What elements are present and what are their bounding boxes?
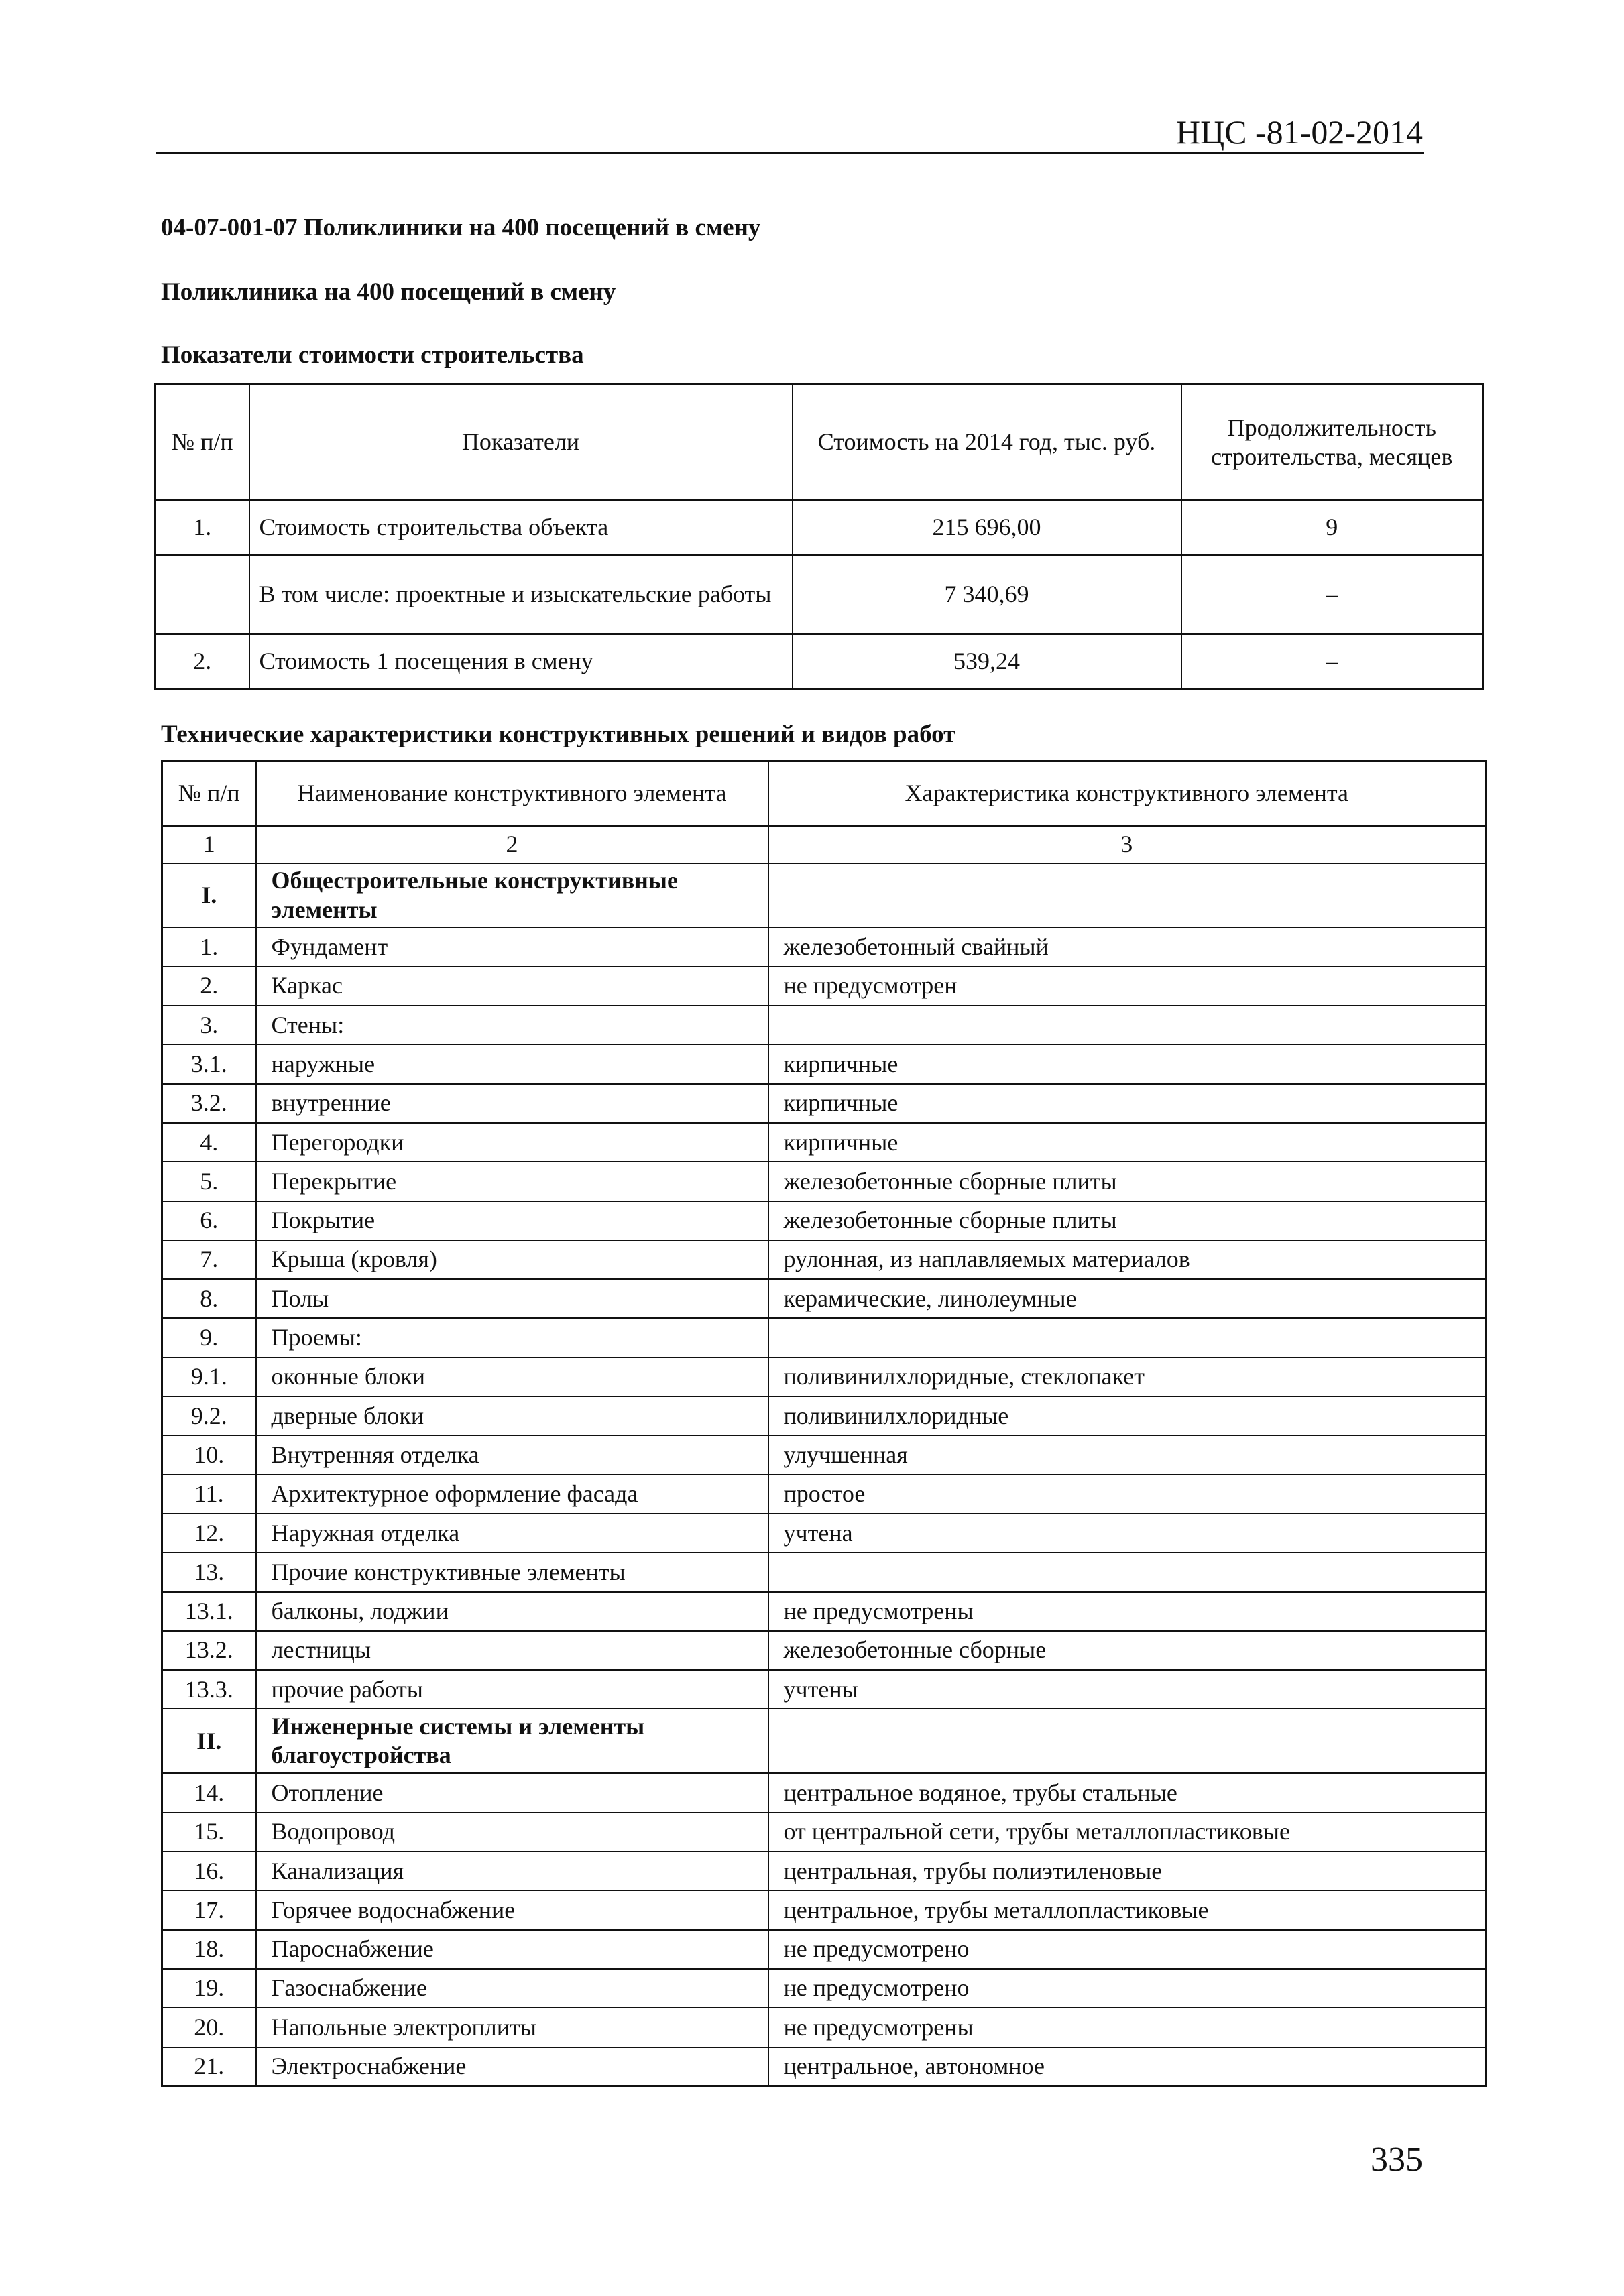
element-characteristic: учтены <box>768 1670 1486 1709</box>
cost-row-duration: 9 <box>1181 500 1483 555</box>
row-number: 13.1. <box>162 1592 256 1631</box>
page-number: 335 <box>1371 2140 1423 2179</box>
tech-header-characteristic: Характеристика конструктивного элемента <box>768 762 1486 826</box>
cost-row-name: В том числе: проектные и изыскательские работы <box>249 555 793 634</box>
element-name: Перегородки <box>256 1123 768 1162</box>
row-number: 7. <box>162 1240 256 1279</box>
document-title: 04-07-001-07 Поликлиники на 400 посещений в смену <box>161 214 761 241</box>
table-row <box>162 1318 1486 1357</box>
table-row <box>162 1084 1486 1123</box>
element-characteristic: железобетонные сборные плиты <box>768 1201 1486 1240</box>
table-row <box>162 1240 1486 1279</box>
element-characteristic <box>768 863 1486 928</box>
element-name: Каркас <box>256 967 768 1006</box>
row-number: 3.1. <box>162 1044 256 1083</box>
document-code: НЦС -81-02-2014 <box>1175 113 1423 151</box>
element-name: Водопровод <box>256 1813 768 1852</box>
row-number: 11. <box>162 1475 256 1514</box>
row-number: 13. <box>162 1553 256 1591</box>
element-name: Внутренняя отделка <box>256 1435 768 1474</box>
element-name: Горячее водоснабжение <box>256 1890 768 1929</box>
row-number: 19. <box>162 1969 256 2008</box>
row-number: 17. <box>162 1890 256 1929</box>
element-name: Напольные электроплиты <box>256 2008 768 2047</box>
element-name: Фундамент <box>256 928 768 967</box>
table-row <box>162 1773 1486 1812</box>
cost-table-header-row <box>156 385 1483 500</box>
row-number: 4. <box>162 1123 256 1162</box>
element-characteristic <box>768 1318 1486 1357</box>
cost-header-duration: Продолжительность строительства, месяцев <box>1181 385 1483 500</box>
table-row <box>162 1890 1486 1929</box>
table-row <box>162 1006 1486 1044</box>
cost-header-num: № п/п <box>156 385 249 500</box>
column-number: 1 <box>162 826 256 863</box>
row-number: 14. <box>162 1773 256 1812</box>
element-name: Полы <box>256 1279 768 1318</box>
element-name: Крыша (кровля) <box>256 1240 768 1279</box>
row-number: 12. <box>162 1514 256 1553</box>
element-characteristic: железобетонные сборные <box>768 1631 1486 1670</box>
row-number: 15. <box>162 1813 256 1852</box>
table-row <box>162 1162 1486 1201</box>
cost-header-indicator: Показатели <box>249 385 793 500</box>
column-number: 2 <box>256 826 768 863</box>
element-name: Отопление <box>256 1773 768 1812</box>
element-characteristic: железобетонный свайный <box>768 928 1486 967</box>
row-number: 16. <box>162 1852 256 1890</box>
element-name: Перекрытие <box>256 1162 768 1201</box>
table-row <box>162 1435 1486 1474</box>
element-characteristic: простое <box>768 1475 1486 1514</box>
element-characteristic: центральное, автономное <box>768 2047 1486 2086</box>
element-name: балконы, лоджии <box>256 1592 768 1631</box>
element-characteristic <box>768 1709 1486 1773</box>
cost-table-row <box>156 500 1483 555</box>
element-characteristic: не предусмотрен <box>768 967 1486 1006</box>
table-row <box>162 2008 1486 2047</box>
table-row <box>162 928 1486 967</box>
element-characteristic: не предусмотрено <box>768 1930 1486 1969</box>
cost-header-cost: Стоимость на 2014 год, тыс. руб. <box>793 385 1181 500</box>
cost-row-num: 1. <box>156 500 249 555</box>
element-name: Покрытие <box>256 1201 768 1240</box>
table-row <box>162 1553 1486 1591</box>
tech-table-header-row <box>162 762 1486 826</box>
element-name: Наружная отделка <box>256 1514 768 1553</box>
row-number: II. <box>162 1709 256 1773</box>
element-name: наружные <box>256 1044 768 1083</box>
element-name: дверные блоки <box>256 1396 768 1435</box>
element-characteristic: железобетонные сборные плиты <box>768 1162 1486 1201</box>
row-number: 5. <box>162 1162 256 1201</box>
tech-section-heading: Технические характеристики конструктивных решений и видов работ <box>161 721 956 748</box>
table-row <box>162 1592 1486 1631</box>
element-characteristic: не предусмотрено <box>768 1969 1486 2008</box>
table-row <box>162 1670 1486 1709</box>
table-row <box>162 1044 1486 1083</box>
element-characteristic: кирпичные <box>768 1044 1486 1083</box>
section-row <box>162 863 1486 928</box>
element-name: Газоснабжение <box>256 1969 768 2008</box>
element-name: оконные блоки <box>256 1357 768 1396</box>
cost-table-row <box>156 555 1483 634</box>
element-characteristic: центральное водяное, трубы стальные <box>768 1773 1486 1812</box>
column-number: 3 <box>768 826 1486 863</box>
element-characteristic: керамические, линолеумные <box>768 1279 1486 1318</box>
row-number: 20. <box>162 2008 256 2047</box>
row-number: 9.2. <box>162 1396 256 1435</box>
cost-row-cost: 215 696,00 <box>793 500 1181 555</box>
element-characteristic: поливинилхлоридные, стеклопакет <box>768 1357 1486 1396</box>
tech-header-num: № п/п <box>162 762 256 826</box>
table-row <box>162 1631 1486 1670</box>
cost-row-name: Стоимость строительства объекта <box>249 500 793 555</box>
cost-table-row <box>156 634 1483 689</box>
cost-row-duration: – <box>1181 634 1483 689</box>
cost-row-name: Стоимость 1 посещения в смену <box>249 634 793 689</box>
row-number: 13.3. <box>162 1670 256 1709</box>
element-name: Пароснабжение <box>256 1930 768 1969</box>
element-characteristic: кирпичные <box>768 1084 1486 1123</box>
tech-column-numbers-row <box>162 826 1486 863</box>
row-number: 13.2. <box>162 1631 256 1670</box>
element-characteristic <box>768 1006 1486 1044</box>
document-subtitle: Поликлиника на 400 посещений в смену <box>161 278 616 306</box>
table-row <box>162 1357 1486 1396</box>
element-name: прочие работы <box>256 1670 768 1709</box>
row-number: 1. <box>162 928 256 967</box>
table-row <box>162 1123 1486 1162</box>
element-name: Канализация <box>256 1852 768 1890</box>
table-row <box>162 1396 1486 1435</box>
element-name: Общестроительные конструктивные элементы <box>256 863 768 928</box>
cost-row-duration: – <box>1181 555 1483 634</box>
element-characteristic: центральное, трубы металлопластиковые <box>768 1890 1486 1929</box>
element-characteristic: кирпичные <box>768 1123 1486 1162</box>
element-name: Инженерные системы и элементы благоустройства <box>256 1709 768 1773</box>
element-characteristic: не предусмотрены <box>768 2008 1486 2047</box>
row-number: 3. <box>162 1006 256 1044</box>
table-row <box>162 967 1486 1006</box>
element-name: Электроснабжение <box>256 2047 768 2086</box>
table-row <box>162 1475 1486 1514</box>
row-number: 2. <box>162 967 256 1006</box>
table-row <box>162 1514 1486 1553</box>
header-rule <box>156 152 1424 154</box>
cost-row-num: 2. <box>156 634 249 689</box>
cost-row-num <box>156 555 249 634</box>
table-row <box>162 1930 1486 1969</box>
element-characteristic: улучшенная <box>768 1435 1486 1474</box>
element-name: Стены: <box>256 1006 768 1044</box>
row-number: 21. <box>162 2047 256 2086</box>
table-row <box>162 1201 1486 1240</box>
element-name: Прочие конструктивные элементы <box>256 1553 768 1591</box>
cost-row-cost: 539,24 <box>793 634 1181 689</box>
cost-section-heading: Показатели стоимости строительства <box>161 341 584 369</box>
table-row <box>162 1852 1486 1890</box>
table-row <box>162 1813 1486 1852</box>
cost-indicators-table <box>154 383 1484 690</box>
element-characteristic: центральная, трубы полиэтиленовые <box>768 1852 1486 1890</box>
cost-row-cost: 7 340,69 <box>793 555 1181 634</box>
element-characteristic: учтена <box>768 1514 1486 1553</box>
row-number: 3.2. <box>162 1084 256 1123</box>
element-name: лестницы <box>256 1631 768 1670</box>
element-characteristic: не предусмотрены <box>768 1592 1486 1631</box>
element-name: внутренние <box>256 1084 768 1123</box>
row-number: 9. <box>162 1318 256 1357</box>
row-number: I. <box>162 863 256 928</box>
table-row <box>162 2047 1486 2086</box>
section-row <box>162 1709 1486 1773</box>
row-number: 10. <box>162 1435 256 1474</box>
element-name: Архитектурное оформление фасада <box>256 1475 768 1514</box>
table-row <box>162 1969 1486 2008</box>
table-row <box>162 1279 1486 1318</box>
element-characteristic: рулонная, из наплавляемых материалов <box>768 1240 1486 1279</box>
technical-characteristics-table <box>161 760 1487 2087</box>
row-number: 6. <box>162 1201 256 1240</box>
row-number: 8. <box>162 1279 256 1318</box>
element-characteristic: от центральной сети, трубы металлопластиковые <box>768 1813 1486 1852</box>
row-number: 9.1. <box>162 1357 256 1396</box>
element-characteristic <box>768 1553 1486 1591</box>
row-number: 18. <box>162 1930 256 1969</box>
tech-header-element: Наименование конструктивного элемента <box>256 762 768 826</box>
element-name: Проемы: <box>256 1318 768 1357</box>
element-characteristic: поливинилхлоридные <box>768 1396 1486 1435</box>
